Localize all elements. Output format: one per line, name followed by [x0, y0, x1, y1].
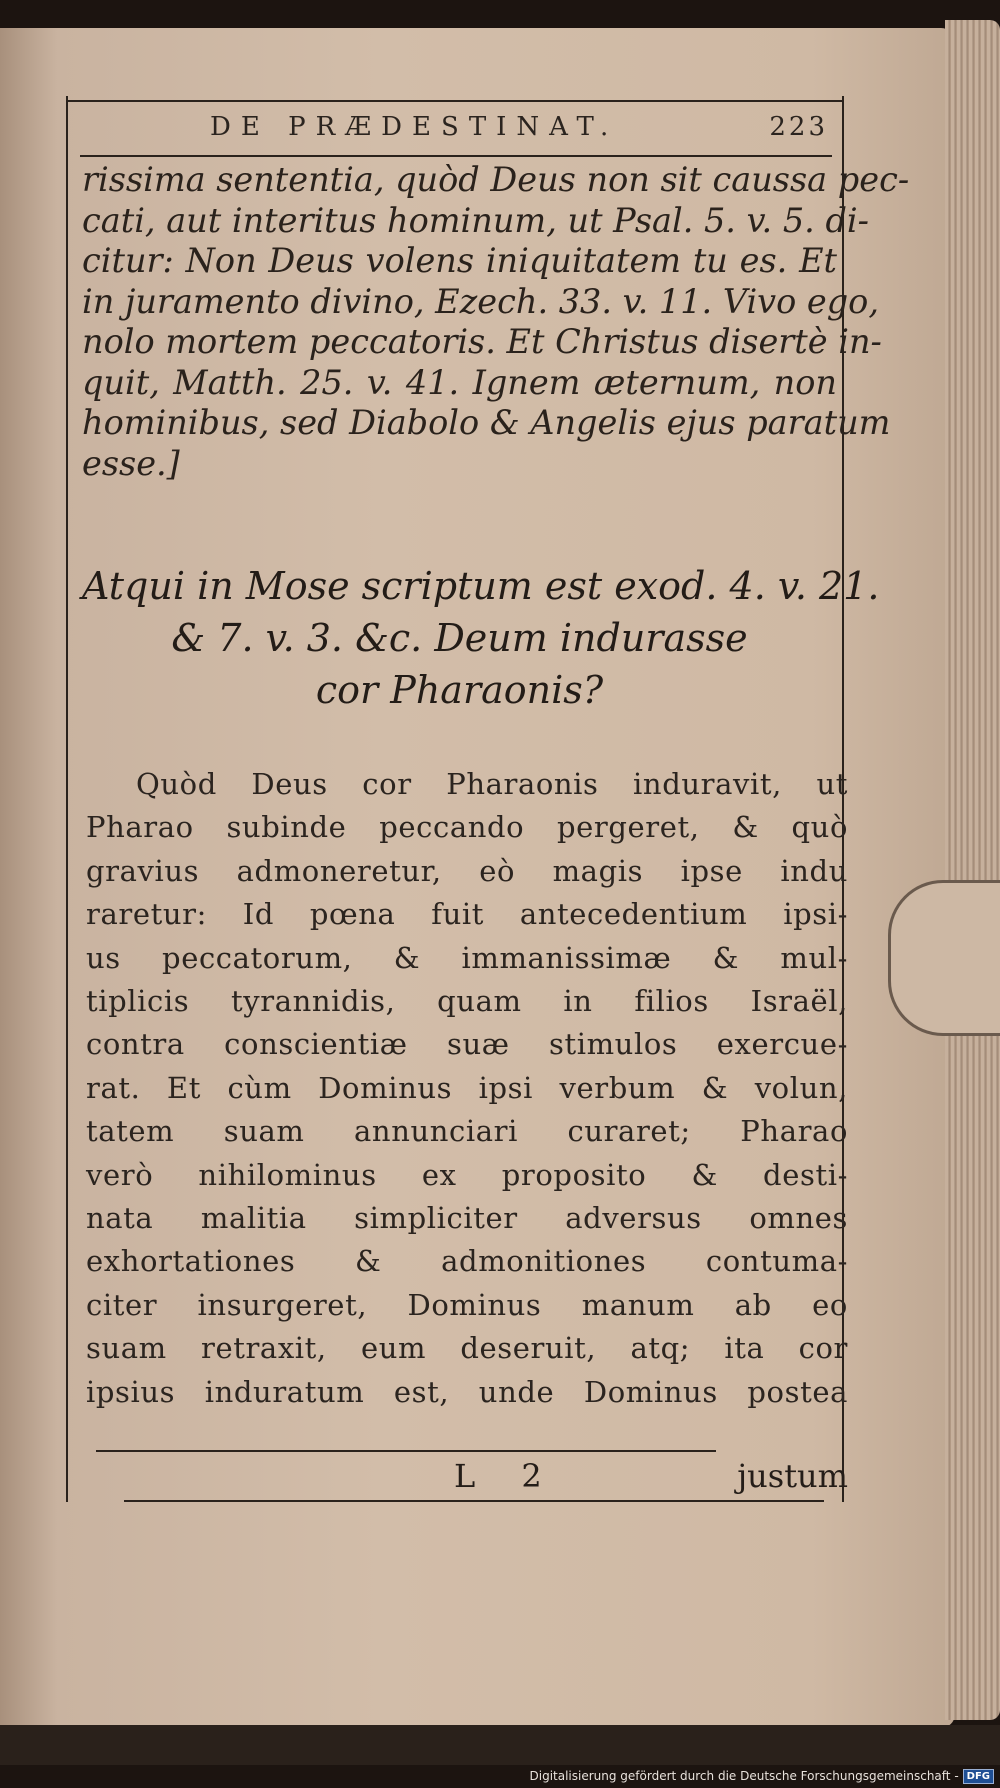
body-line: us peccatorum, & immanissimæ & mul-	[86, 940, 848, 975]
body-line: suam retraxit, eum deseruit, atq; ita cor	[86, 1331, 848, 1366]
question-line: Atqui in Mose scriptum est exod. 4. v. 21.	[82, 564, 880, 608]
page-edges	[945, 20, 1000, 1720]
body-line: Quòd Deus cor Pharaonis induravit, ut	[136, 767, 848, 801]
footnote-line: nolo mortem peccatoris. Et Christus disertè in-	[82, 322, 882, 361]
running-head	[210, 112, 840, 152]
dfg-logo: DFG	[963, 1769, 994, 1784]
body-line: raretur: Id pœna fuit antecedentium ipsi-	[86, 897, 848, 932]
footnote-line: hominibus, sed Diabolo & Angelis ejus paratum	[82, 403, 891, 442]
page-footer	[86, 1457, 848, 1501]
footnote-line: citur: Non Deus volens iniquitatem tu es. Et	[82, 241, 837, 280]
body-line: rat. Et cùm Dominus ipsi verbum & volun,	[86, 1070, 848, 1105]
question-line: & 7. v. 3. &c. Deum indurasse	[171, 616, 748, 660]
catchword: justum	[737, 1457, 848, 1495]
footnote-line: in juramento divino, Ezech. 33. v. 11. Vivo ego,	[82, 281, 879, 321]
signature-mark: L 2	[454, 1457, 560, 1495]
question-line: cor Pharaonis?	[315, 668, 604, 712]
top-rule	[66, 100, 842, 102]
body-line: verò nihilominus ex proposito & desti-	[86, 1157, 848, 1192]
body-line: tiplicis tyrannidis, quam in filios Israël,	[86, 984, 848, 1019]
footer-rule	[96, 1450, 716, 1452]
question-heading	[82, 560, 880, 716]
body-line: Pharao subinde peccando pergeret, & quò	[86, 810, 848, 845]
digitization-credit	[530, 1765, 995, 1787]
page-number: 223	[769, 112, 828, 142]
body-line: nata malitia simpliciter adversus omnes	[86, 1201, 848, 1236]
body-line: exhortationes & admonitiones contuma-	[86, 1244, 848, 1279]
body-line: gravius admoneretur, eò magis ipse indu	[86, 853, 848, 888]
scan-background	[0, 1725, 1000, 1765]
footnote-line: quit, Matth. 25. v. 41. Ignem æternum, non	[82, 362, 837, 402]
credit-text: Digitalisierung gefördert durch die Deutsche Forschungsgemeinschaft -	[529, 1769, 959, 1783]
body-line: citer insurgeret, Dominus manum ab eo	[86, 1287, 848, 1322]
footnote-line: esse.]	[82, 443, 180, 483]
running-head-title: DE PRÆDESTINAT.	[210, 112, 619, 142]
footnote-line: rissima sententia, quòd Deus non sit caussa pec-	[82, 160, 910, 199]
footnote-line: cati, aut interitus hominum, ut Psal. 5. v. 5. di-	[82, 200, 869, 240]
answer-paragraph	[86, 763, 848, 1414]
body-line: ipsius induratum est, unde Dominus postea	[86, 1374, 848, 1409]
body-line: contra conscientiæ suæ stimulos exercue-	[86, 1027, 848, 1062]
footnote-block	[82, 160, 910, 484]
head-rule	[80, 155, 832, 157]
page-tab	[888, 880, 1000, 1036]
body-line: tatem suam annunciari curaret; Pharao	[86, 1114, 848, 1149]
